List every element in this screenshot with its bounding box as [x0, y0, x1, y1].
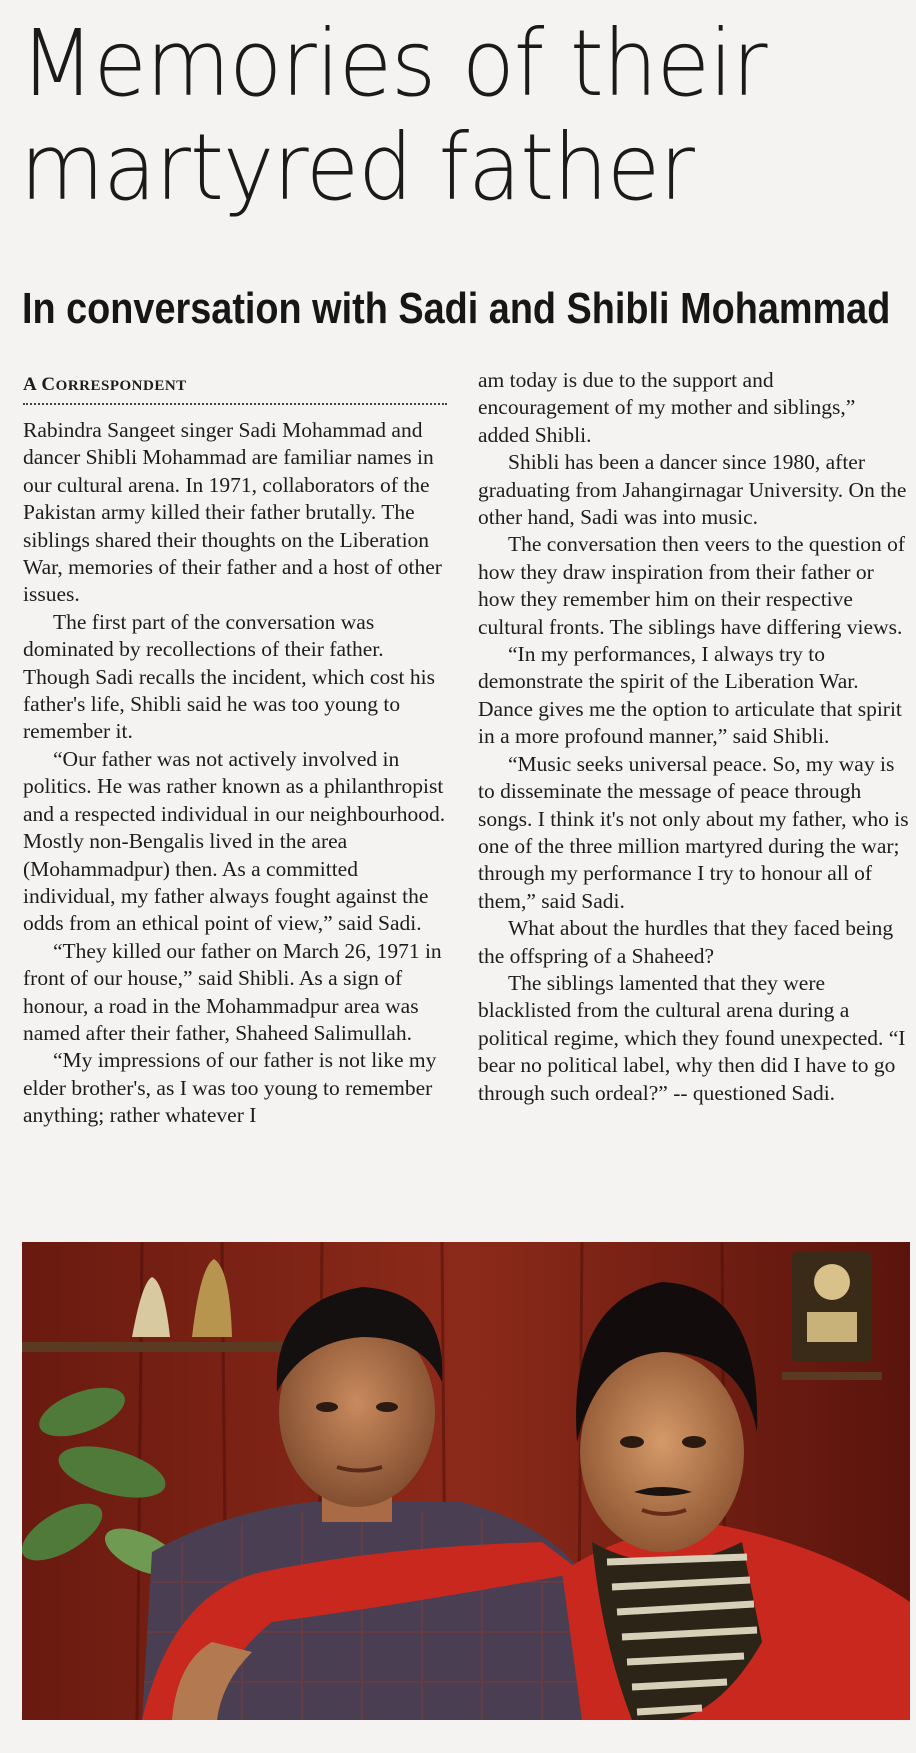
photo-illustration: [22, 1242, 910, 1720]
byline-initial: A C: [23, 374, 56, 395]
paragraph: “In my performances, I always try to demonstrate the spirit of the Liberation War. Dance gives me the option to articulate that spirit in a more profound manner,” said Shibli.: [478, 642, 902, 749]
side-shelf: [782, 1372, 882, 1380]
paragraph: am today is due to the support and encouragement of my mother and siblings,” added Shibli.: [478, 368, 856, 447]
subheadline: In conversation with Sadi and Shibli Mohammad: [22, 284, 891, 333]
headline-line-2: martyred father: [20, 114, 694, 221]
headline-line-1: Memories of their: [20, 10, 767, 117]
paragraph: Shibli has been a dancer since 1980, after graduating from Jahangirnagar University. On the other hand, Sadi was into music.: [478, 450, 907, 530]
trophy-plate: [807, 1312, 857, 1342]
dotted-divider: [23, 403, 447, 405]
paragraph: What about the hurdles that they faced being the offspring of a Shaheed?: [478, 916, 894, 968]
paragraph: “Our father was not actively involved in politics. He was rather known as a philanthropist and a respected individual in our neighbourhood. Mostly non-Bengalis lived in the area (Mohammadpur) then. As a committed individual, my father always fought against the odds from an ethical point of view,” said Sadi.: [23, 746, 446, 936]
byline-rest: ORRESPONDENT: [55, 378, 187, 394]
paragraph: “They killed our father on March 26, 1971 in front of our house,” said Shibli. As a sign of honour, a road in the Mohammadpur area was named after their father, Shaheed Salimullah.: [23, 938, 442, 1045]
paragraph: The conversation then veers to the question of how they draw inspiration from their father or how they remember him on their respective cultural fronts. The siblings have differing views.: [478, 532, 906, 639]
paragraph: “Music seeks universal peace. So, my way is to disseminate the message of peace through songs. I think it's not only about my father, who is one of the three million martyred during the war; through my performance I try to honour all of them,” said Sadi.: [478, 751, 909, 913]
paragraph: The siblings lamented that they were blacklisted from the cultural arena during a political regime, which they found unexpected. “I bear no political label, why then did I have to go through such ordeal?” -- questioned Sadi.: [478, 970, 906, 1105]
paragraph: “My impressions of our father is not like my elder brother's, as I was too young to remember anything; rather whatever I: [23, 1048, 437, 1128]
left-column: [23, 370, 453, 1130]
paragraph: Rabindra Sangeet singer Sadi Mohammad and dancer Shibli Mohammad are familiar names in our cultural arena. In 1971, collaborators of the Pakistan army killed their father brutally. The siblings shared their thoughts on the Liberation War, memories of their father and a host of other issues.: [23, 418, 442, 607]
face-shibli: [580, 1352, 744, 1552]
headline: [20, 12, 857, 220]
byline: [23, 370, 453, 397]
shelf: [22, 1342, 302, 1352]
photo-sadi-and-shibli: [22, 1242, 910, 1720]
trophy-medal: [814, 1264, 850, 1300]
paragraph: The first part of the conversation was dominated by recollections of their father. Though Sadi recalls the incident, which cost his father's life, Shibli said he was too young to remember it.: [23, 609, 435, 744]
right-column: [478, 367, 910, 1107]
